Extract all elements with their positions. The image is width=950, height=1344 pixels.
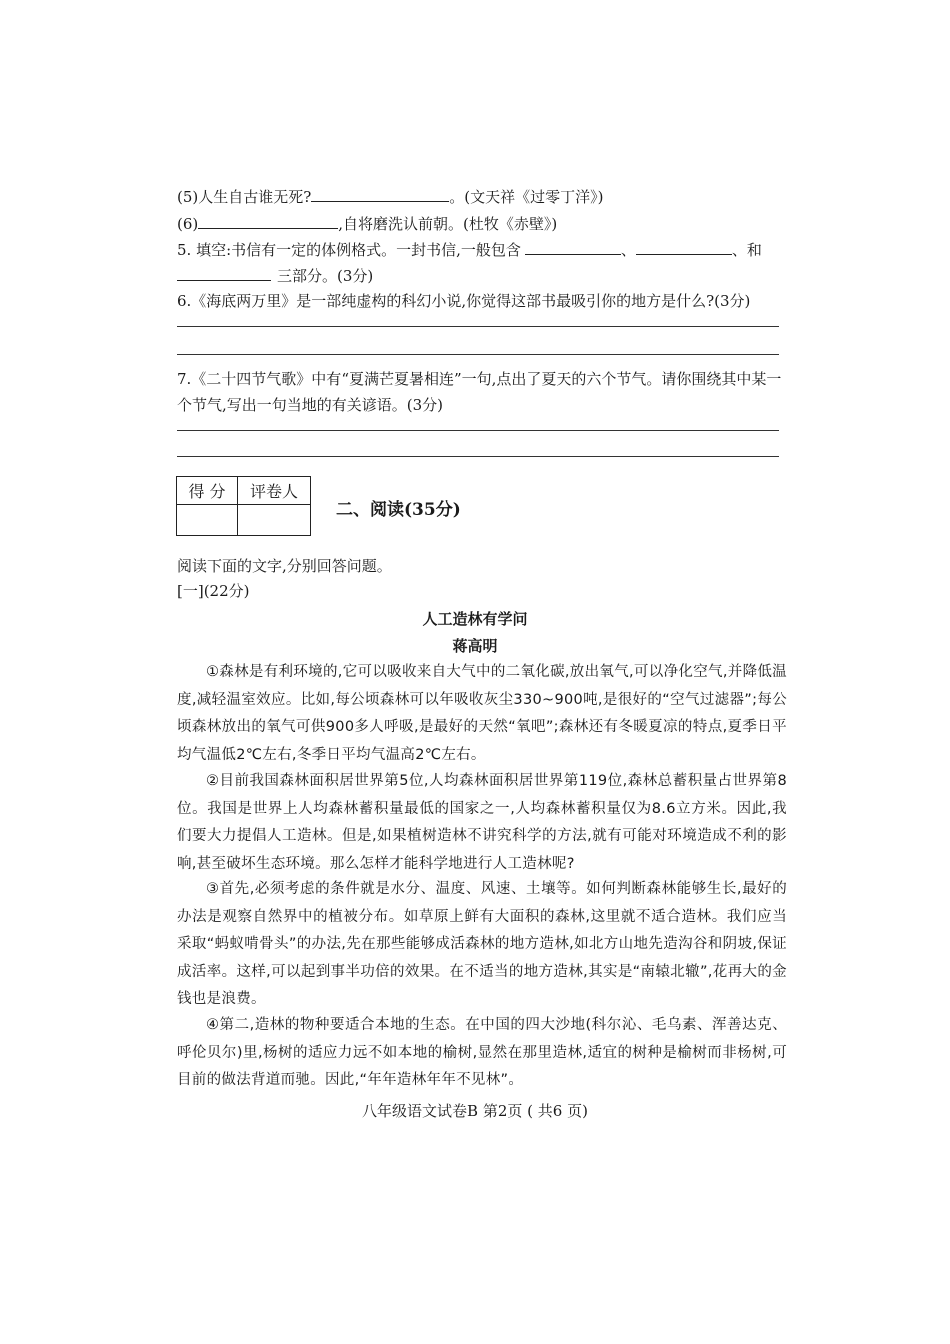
answer-blank[interactable] bbox=[525, 238, 621, 255]
separator: 、和 bbox=[731, 241, 762, 259]
section-title: 二、阅读(35分) bbox=[336, 500, 461, 520]
page-footer: 八年级语文试卷B 第2页 ( 共6 页) bbox=[362, 1102, 588, 1120]
question-5-text: 5. 填空:书信有一定的体例格式。一封书信,一般包含 bbox=[177, 241, 521, 259]
question-5-cont bbox=[177, 264, 373, 287]
poem-fill-5-source: 。(文天祥《过零丁洋》) bbox=[449, 188, 604, 206]
poem-fill-6-text: ,自将磨洗认前朝。(杜牧《赤壁》) bbox=[338, 215, 558, 233]
grader-cell[interactable] bbox=[238, 505, 311, 536]
article-paragraph-2: ②目前我国森林面积居世界第5位,人均森林面积居世界第119位,森林总蓄积量占世界第8位。我国是世界上人均森林蓄积量最低的国家之一,人均森林蓄积量仅为8.6立方米。因此,我们要大力提倡人工造林。但是,如果植树造林不讲究科学的方法,就有可能对环境造成不利的影响,甚至破坏生态环境。那么怎样才能科学地进行人工造林呢? bbox=[177, 773, 787, 872]
part-label: [一](22分) bbox=[177, 582, 250, 600]
question-7-cont: 个节气,写出一句当地的有关谚语。(3分) bbox=[177, 396, 444, 414]
answer-line[interactable] bbox=[177, 430, 779, 431]
article-title: 人工造林有学问 bbox=[422, 610, 528, 628]
answer-line[interactable] bbox=[177, 326, 779, 327]
poem-fill-6-number: (6) bbox=[177, 215, 199, 233]
question-5 bbox=[177, 238, 762, 261]
score-label: 得 分 bbox=[177, 477, 238, 505]
article-author: 蒋高明 bbox=[452, 637, 498, 655]
grader-label: 评卷人 bbox=[238, 477, 311, 505]
article-paragraph-4: ④第二,造林的物种要适合本地的生态。在中国的四大沙地(科尔沁、毛乌素、浑善达克、呼伦贝尔)里,杨树的适应力远不如本地的榆树,显然在那里造林,适宜的树种是榆树而非杨树,可目前的做法背道而驰。因此,“年年造林年年不见林”。 bbox=[177, 1017, 787, 1088]
answer-line[interactable] bbox=[177, 354, 779, 355]
reading-instruction: 阅读下面的文字,分别回答问题。 bbox=[177, 557, 392, 575]
poem-fill-6 bbox=[177, 212, 557, 235]
answer-blank[interactable] bbox=[636, 238, 732, 255]
poem-fill-5-text: (5)人生自古谁无死? bbox=[177, 188, 312, 206]
article-paragraph-1: ①森林是有利环境的,它可以吸收来自大气中的二氧化碳,放出氧气,可以净化空气,并降低温度,减轻温室效应。比如,每公顷森林可以年吸收灰尘330~900吨,是很好的“空气过滤器”;每公顷森林放出的氧气可供900多人呼吸,是最好的天然“氧吧”;森林还有冬暖夏凉的特点,夏季日平均气温低2℃左右,冬季日平均气温高2℃左右。 bbox=[177, 664, 787, 763]
score-box bbox=[176, 476, 311, 536]
question-5-text-end: 三部分。(3分) bbox=[277, 267, 374, 285]
score-cell[interactable] bbox=[177, 505, 238, 536]
separator: 、 bbox=[620, 241, 636, 259]
question-6: 6.《海底两万里》是一部纯虚构的科幻小说,你觉得这部书最吸引你的地方是什么?(3分) bbox=[177, 292, 751, 310]
answer-blank[interactable] bbox=[177, 264, 271, 281]
question-7: 7.《二十四节气歌》中有“夏满芒夏暑相连”一句,点出了夏天的六个节气。请你围绕其中某一 bbox=[177, 370, 782, 388]
answer-blank[interactable] bbox=[311, 185, 449, 202]
answer-blank[interactable] bbox=[198, 212, 338, 229]
article-paragraph-3: ③首先,必须考虑的条件就是水分、温度、风速、土壤等。如何判断森林能够生长,最好的办法是观察自然界中的植被分布。如草原上鲜有大面积的森林,这里就不适合造林。我们应当采取“蚂蚁啃骨头”的办法,先在那些能够成活森林的地方造林,如北方山地先造沟谷和阴坡,保证成活率。这样,可以起到事半功倍的效果。在不适当的地方造林,其实是“南辕北辙”,花再大的金钱也是浪费。 bbox=[177, 881, 787, 1007]
poem-fill-5 bbox=[177, 185, 604, 208]
answer-line[interactable] bbox=[177, 456, 779, 457]
